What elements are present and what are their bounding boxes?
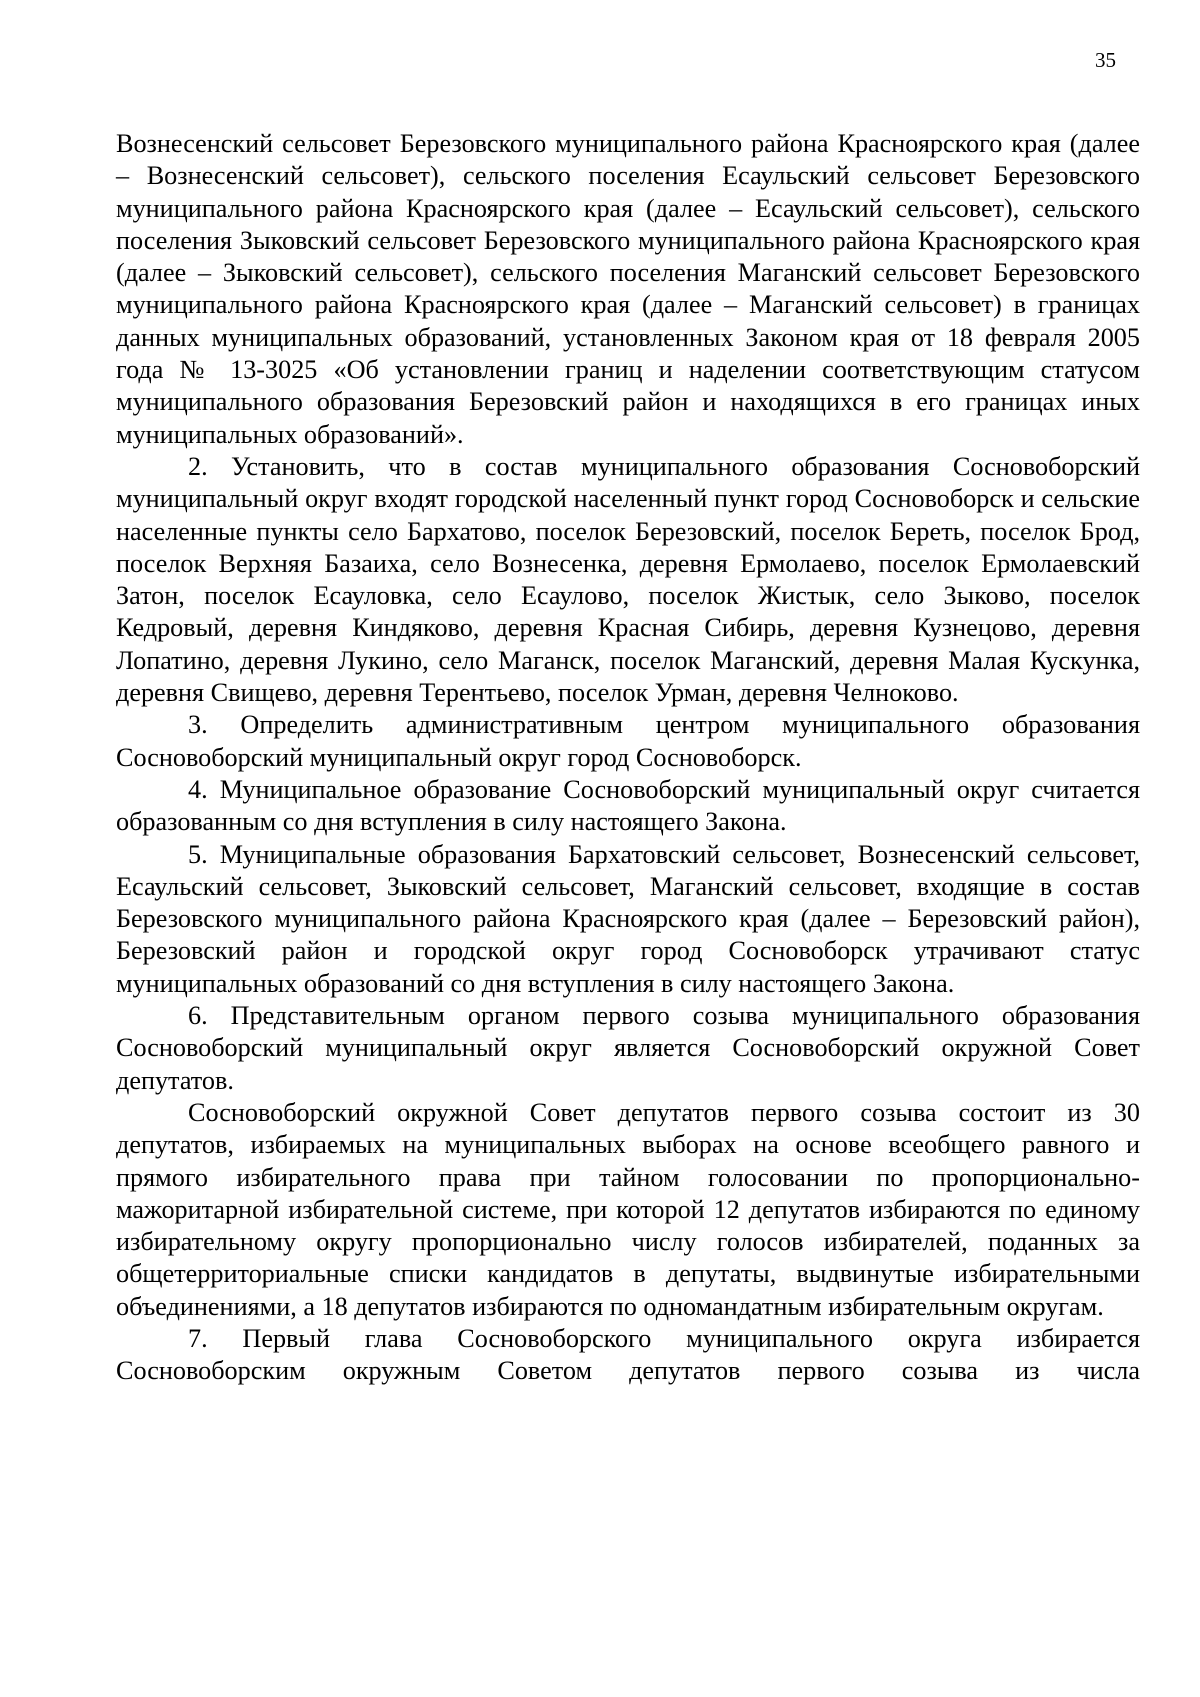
document-body <box>116 128 1140 1388</box>
paragraph-item-7: 7. Первый глава Сосновоборского муниципального округа избирается Сосновоборским окружным Советом депутатов первого созыва из числа <box>116 1323 1140 1386</box>
paragraph-item-3: 3. Определить административным центром муниципального образования Сосновоборский муниципальный округ город Сосновоборск. <box>116 710 1140 772</box>
paragraph-item-6-council: Сосновоборский окружной Совет депутатов первого созыва состоит из 30 депутатов, избираемых на муниципальных выборах на основе всеобщего равного и прямого избирательного права при тайном голосовании по пропорционально-мажоритарной избирательной системе, при которой 12 депутатов избираются по единому избирательному округу пропорционально числу голосов избирателей, поданных за общетерриториальные списки кандидатов в депутаты, выдвинутые избирательными объединениями, а 18 депутатов избираются по одномандатным избирательным округам. <box>116 1097 1140 1321</box>
paragraph-continuation: Вознесенский сельсовет Березовского муниципального района Красноярского края (далее – Вознесенский сельсовет), сельского поселения Есаульский сельсовет Березовского муниципального района Красноярского края (далее – Есаульский сельсовет), сельского поселения Зыковский сельсовет Березовского муниципального района Красноярского края (далее – Зыковский сельсовет), сельского поселения Маганский сельсовет Березовского муниципального района Красноярского края (далее – Маганский сельсовет) в границах данных муниципальных образований, установленных Законом края от 18 февраля 2005 года № 13-3025 «Об установлении границ и наделении соответствующим статусом муниципального образования Березовский район и находящихся в его границах иных муниципальных образований». <box>116 129 1140 449</box>
paragraph-item-5: 5. Муниципальные образования Бархатовский сельсовет, Вознесенский сельсовет, Есаульский сельсовет, Зыковский сельсовет, Маганский сельсовет, входящие в состав Березовского муниципального района Красноярского края (далее – Березовский район), Березовский район и городской округ город Сосновоборск утрачивают статус муниципальных образований со дня вступления в силу настоящего Закона. <box>116 839 1140 998</box>
paragraph-item-2: 2. Установить, что в состав муниципального образования Сосновоборский муниципальный округ входят городской населенный пункт город Сосновоборск и сельские населенные пункты село Бархатово, поселок Березовский, поселок Береть, поселок Брод, поселок Верхняя Базаиха, село Вознесенка, деревня Ермолаево, поселок Ермолаевский Затон, поселок Есауловка, село Есаулово, поселок Жистык, село Зыково, поселок Кедровый, деревня Киндяково, деревня Красная Сибирь, деревня Кузнецово, деревня Лопатино, деревня Лукино, село Маганск, поселок Маганский, деревня Малая Кускунка, деревня Свищево, деревня Терентьево, поселок Урман, деревня Челноково. <box>116 451 1140 708</box>
paragraph-item-4: 4. Муниципальное образование Сосновоборский муниципальный округ считается образованным со дня вступления в силу настоящего Закона. <box>116 774 1140 837</box>
paragraph-item-6: 6. Представительным органом первого созыва муниципального образования Сосновоборский муниципальный округ является Сосновоборский окружной Совет депутатов. <box>116 1001 1140 1095</box>
page-number: 35 <box>1095 48 1116 72</box>
